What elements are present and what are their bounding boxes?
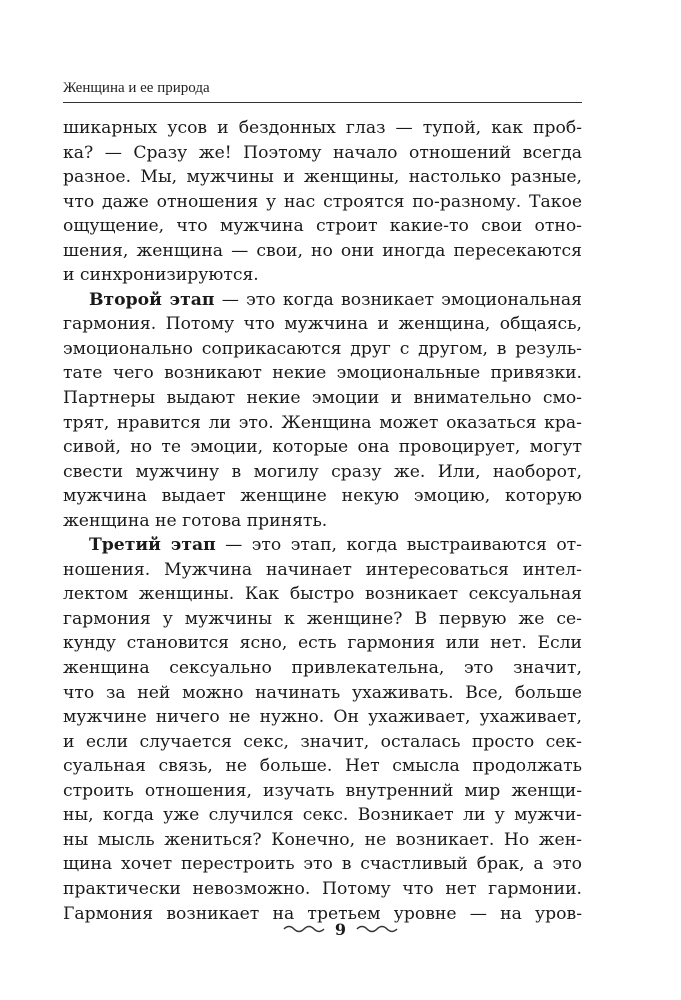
text-line: разное. Мы, мужчины и женщины, настолько разные,	[63, 167, 582, 188]
wave-ornament-right-icon	[356, 923, 398, 935]
text-line: щина хочет перестроить это в счастливый брак, а это	[63, 854, 582, 875]
running-head: Женщина и ее природа	[63, 80, 210, 96]
text-line: что за ней можно начинать ухаживать. Все, больше	[63, 682, 582, 703]
text-line: тате чего возникают некие эмоциональные привязки.	[63, 363, 582, 384]
paragraph-3	[63, 533, 582, 926]
text-line: свести мужчину в могилу сразу же. Или, наоборот,	[63, 461, 582, 482]
text-line	[63, 533, 582, 558]
text-line: ны, когда уже случился секс. Возникает ли у мужчи-	[63, 805, 582, 826]
header-rule	[63, 102, 582, 103]
paragraph-2	[63, 288, 582, 533]
text-line: Гармония возникает на третьем уровне — на уров-	[63, 903, 582, 924]
body-text	[63, 116, 582, 926]
text-line: и синхронизируются.	[63, 265, 259, 286]
text-line: Партнеры выдают некие эмоции и внимательно смо-	[63, 388, 582, 409]
text-line: шения, женщина — свои, но они иногда пересекаются	[63, 240, 582, 261]
text-line: гармония у мужчины к женщине? В первую же се-	[63, 608, 582, 629]
text-line: шикарных усов и бездонных глаз — тупой, как проб-	[63, 118, 582, 138]
text-line	[63, 288, 582, 313]
page-footer	[0, 914, 681, 944]
text-line: суальная связь, не больше. Нет смысла продолжать	[63, 756, 582, 777]
text-line: мужчине ничего не нужно. Он ухаживает, ухаживает,	[63, 707, 582, 728]
text-run: — это этап, когда выстраиваются от-	[215, 535, 582, 556]
text-line: и если случается секс, значит, осталась просто сек-	[63, 731, 582, 752]
text-line: лектом женщины. Как быстро возникает сексуальная	[63, 584, 582, 605]
text-run: — это когда возникает эмоциональная	[214, 289, 582, 310]
text-line: трят, нравится ли это. Женщина может оказаться кра-	[63, 412, 582, 433]
text-line: ны мысль жениться? Конечно, не возникает. Но жен-	[63, 829, 582, 850]
text-line: ощущение, что мужчина строит какие-то свои отно-	[63, 216, 582, 237]
text-line: что даже отношения у нас строятся по-разному. Такое	[63, 191, 582, 212]
paragraph-lead: Третий этап	[89, 535, 216, 556]
text-line: гармония. Потому что мужчина и женщина, общаясь,	[63, 314, 582, 335]
text-line: практически невозможно. Потому что нет гармонии.	[63, 878, 582, 899]
text-line: ка? — Сразу же! Поэтому начало отношений всегда	[63, 142, 582, 163]
paragraph-lead: Второй этап	[89, 289, 215, 310]
text-line: сивой, но те эмоции, которые она провоцирует, могут	[63, 437, 582, 458]
text-line: эмоционально соприкасаются друг с другом, в резуль-	[63, 338, 582, 359]
text-line: женщина сексуально привлекательна, это значит,	[63, 658, 582, 679]
paragraph-1	[63, 116, 582, 288]
text-line: строить отношения, изучать внутренний мир женщи-	[63, 780, 582, 801]
page-number: 9	[334, 919, 347, 939]
text-line: мужчина выдает женщине некую эмоцию, которую	[63, 486, 582, 507]
wave-ornament-left-icon	[283, 923, 325, 935]
text-line: кунду становится ясно, есть гармония или нет. Если	[63, 633, 582, 654]
text-line: женщина не готова принять.	[63, 510, 328, 531]
text-line: ношения. Мужчина начинает интересоваться интел-	[63, 559, 582, 580]
